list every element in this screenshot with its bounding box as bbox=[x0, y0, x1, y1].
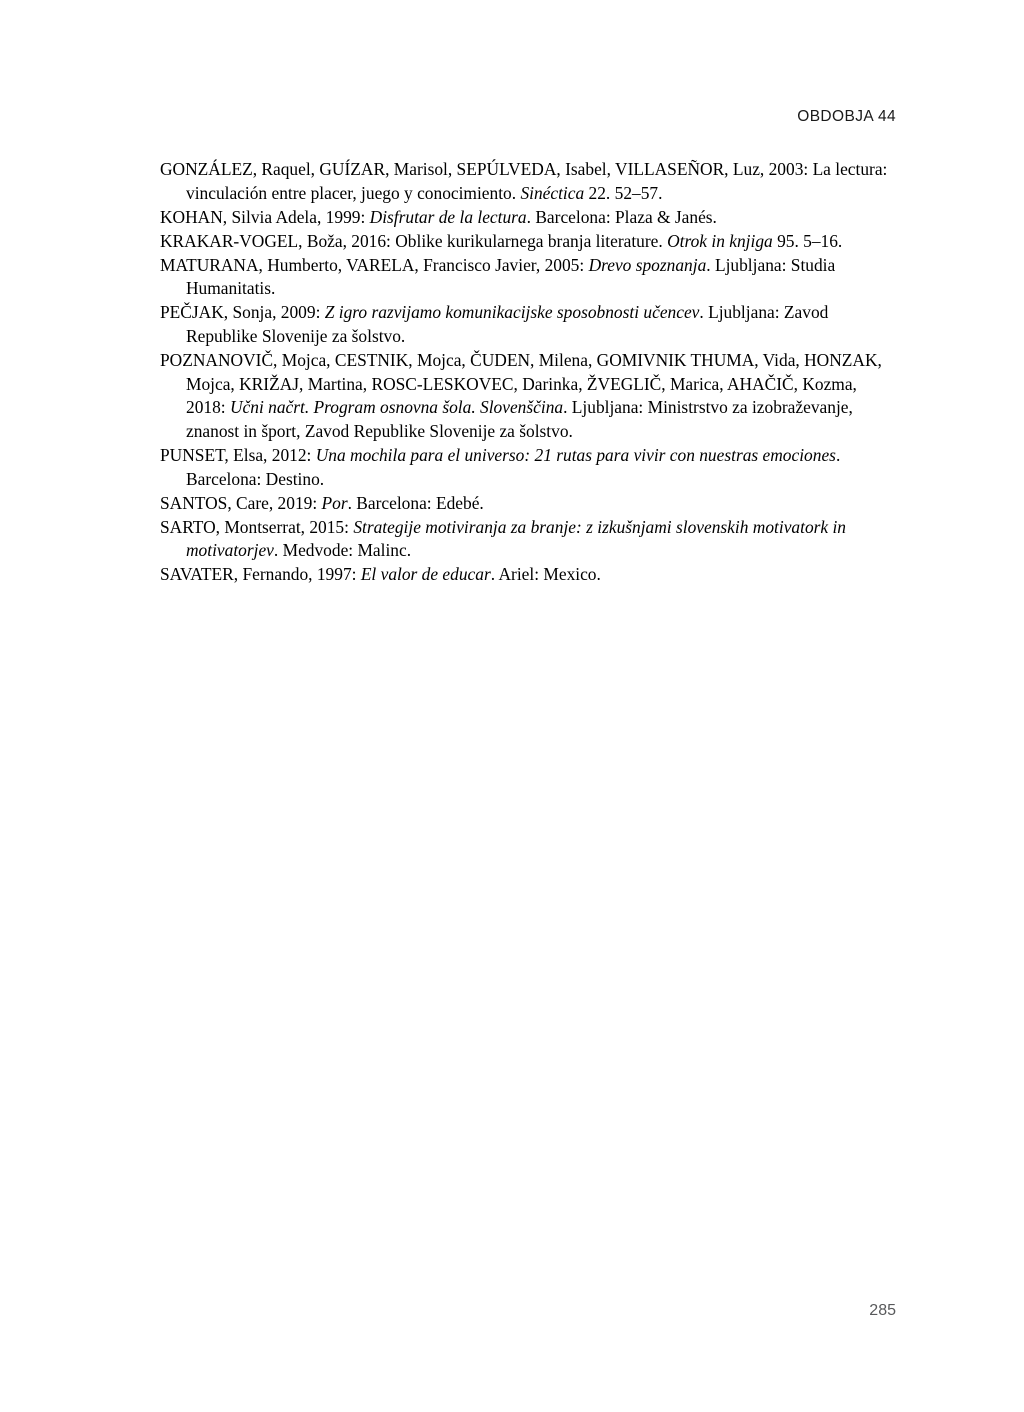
entry-text: . Ljubljana: Ministrstvo za izobraževanje, znanost in šport, Zavod Republike Slovenije za šolstvo. bbox=[186, 397, 853, 441]
bibliography-entry bbox=[160, 444, 900, 491]
entry-text: . Barcelona: Plaza & Janés. bbox=[526, 206, 717, 227]
entry-title-italic: Por bbox=[321, 492, 348, 513]
entry-text: KRAKAR-VOGEL, Boža, 2016: Oblike kurikularnega branja literature. bbox=[160, 230, 668, 251]
entry-title-italic: Una mochila para el universo: 21 rutas para vivir con nuestras emociones bbox=[315, 444, 836, 465]
bibliography-entry bbox=[160, 516, 900, 563]
bibliography-entry bbox=[160, 301, 900, 348]
entry-text: . Barcelona: Destino. bbox=[186, 444, 841, 489]
entry-title-italic: Sinéctica bbox=[520, 182, 585, 203]
entry-text: PUNSET, Elsa, 2012: bbox=[160, 444, 316, 465]
entry-text: . Ljubljana: Zavod Republike Slovenije za šolstvo. bbox=[186, 302, 829, 347]
entry-title-italic: Učni načrt. Program osnovna šola. Slovenščina bbox=[229, 397, 564, 418]
entry-text: MATURANA, Humberto, VARELA, Francisco Javier, 2005: bbox=[160, 254, 589, 275]
entry-text: SAVATER, Fernando, 1997: bbox=[160, 564, 361, 585]
entry-title-italic: Strategije motiviranja za branje: z izkušnjami slovenskih motivatork in motivatorjev bbox=[186, 516, 846, 561]
entry-title-italic: Z igro razvijamo komunikacijske sposobnosti učencev bbox=[324, 302, 700, 323]
entry-title-italic: Otrok in knjiga bbox=[667, 230, 773, 251]
entry-text: GONZÁLEZ, Raquel, GUÍZAR, Marisol, SEPÚLVEDA, Isabel, VILLASEÑOR, Luz, 2003: La lectura: vinculación entre placer, juego y conocimiento. bbox=[160, 159, 888, 203]
entry-text: . Ariel: Mexico. bbox=[490, 564, 601, 585]
bibliography-entry bbox=[160, 158, 900, 205]
bibliography-entry bbox=[160, 563, 900, 587]
entry-text: PEČJAK, Sonja, 2009: bbox=[160, 302, 325, 323]
bibliography-entry bbox=[160, 254, 900, 301]
running-head: OBDOBJA 44 bbox=[797, 108, 896, 125]
page-number: 285 bbox=[869, 1302, 896, 1319]
bibliography-entry bbox=[160, 230, 900, 254]
bibliography-list bbox=[160, 158, 900, 587]
bibliography-entry bbox=[160, 206, 900, 230]
entry-text: 95. 5–16. bbox=[772, 230, 843, 251]
entry-text: . Medvode: Malinc. bbox=[273, 540, 412, 561]
entry-title-italic: Disfrutar de la lectura bbox=[369, 206, 527, 227]
entry-text: SANTOS, Care, 2019: bbox=[160, 492, 322, 513]
entry-title-italic: Drevo spoznanja bbox=[588, 254, 707, 275]
bibliography-entry bbox=[160, 349, 900, 443]
entry-title-italic: El valor de educar bbox=[360, 564, 491, 585]
entry-text: KOHAN, Silvia Adela, 1999: bbox=[160, 206, 370, 227]
bibliography-entry bbox=[160, 492, 900, 516]
entry-text: . Ljubljana: Studia Humanitatis. bbox=[186, 254, 836, 299]
entry-text: 22. 52–57. bbox=[584, 182, 663, 203]
entry-text: . Barcelona: Edebé. bbox=[347, 492, 484, 513]
entry-text: POZNANOVIČ, Mojca, CESTNIK, Mojca, ČUDEN, Milena, GOMIVNIK THUMA, Vida, HONZAK, Mojca, KRIŽAJ, Martina, ROSC-LESKOVEC, Darinka, ŽVEGLIČ, Marica, AHAČIČ, Kozma, 2018: bbox=[160, 350, 882, 418]
entry-text: SARTO, Montserrat, 2015: bbox=[160, 516, 354, 537]
